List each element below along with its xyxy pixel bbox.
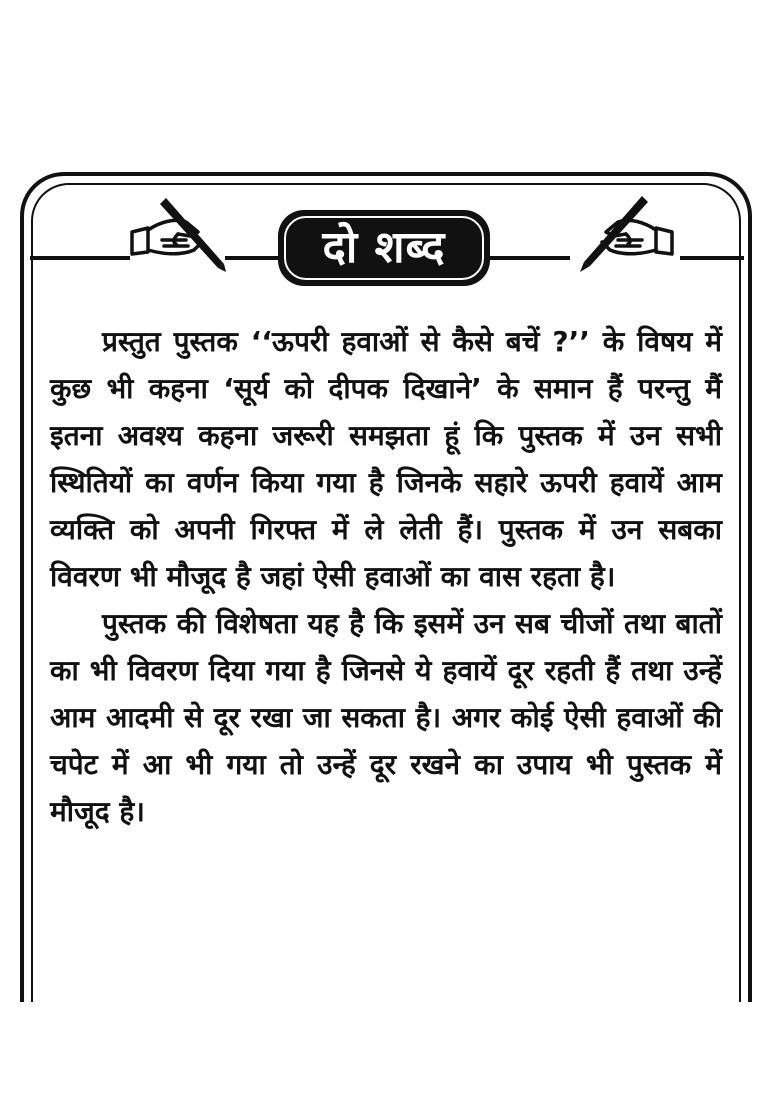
hand-writing-pen-icon (576, 188, 676, 272)
body-text (50, 318, 722, 835)
paragraph-2: पुस्तक की विशेषता यह है कि इसमें उन सब चीजों तथा बातों का भी विवरण दिया गया है जिनसे ये हवायें दूर रहती हैं तथा उन्हें आम आदमी से दूर रखा जा सकता है। अगर कोई ऐसी हवाओं की चपेट में आ भी गया तो उन्हें दूर रखने का उपाय भी पुस्तक में मौजूद है। (50, 607, 722, 828)
paragraph-1: प्रस्तुत पुस्तक ‘‘ऊपरी हवाओं से कैसे बचें ?’’ के विषय में कुछ भी कहना ‘सूर्य को दीपक दिखाने’ के समान हैं परन्तु मैं इतना अवश्य कहना जरूरी समझता हूं कि पुस्तक में उन सभी स्थितियों का वर्णन किया गया है जिनके सहारे ऊपरी हवायें आम व्यक्ति को अपनी गिरफ्त में ले लेती हैं। पुस्तक में उन सबका विवरण भी मौजूद है जहां ऐसी हवाओं का वास रहता है। (50, 325, 722, 593)
header-rule-mid-right (490, 256, 570, 260)
header-rule-mid-left (225, 256, 285, 260)
hand-writing-pen-icon (128, 188, 228, 272)
header-rule-right (680, 256, 744, 260)
section-title-badge (278, 210, 490, 286)
header-rule-left (30, 256, 130, 260)
section-title: दो शब्द (322, 222, 446, 273)
